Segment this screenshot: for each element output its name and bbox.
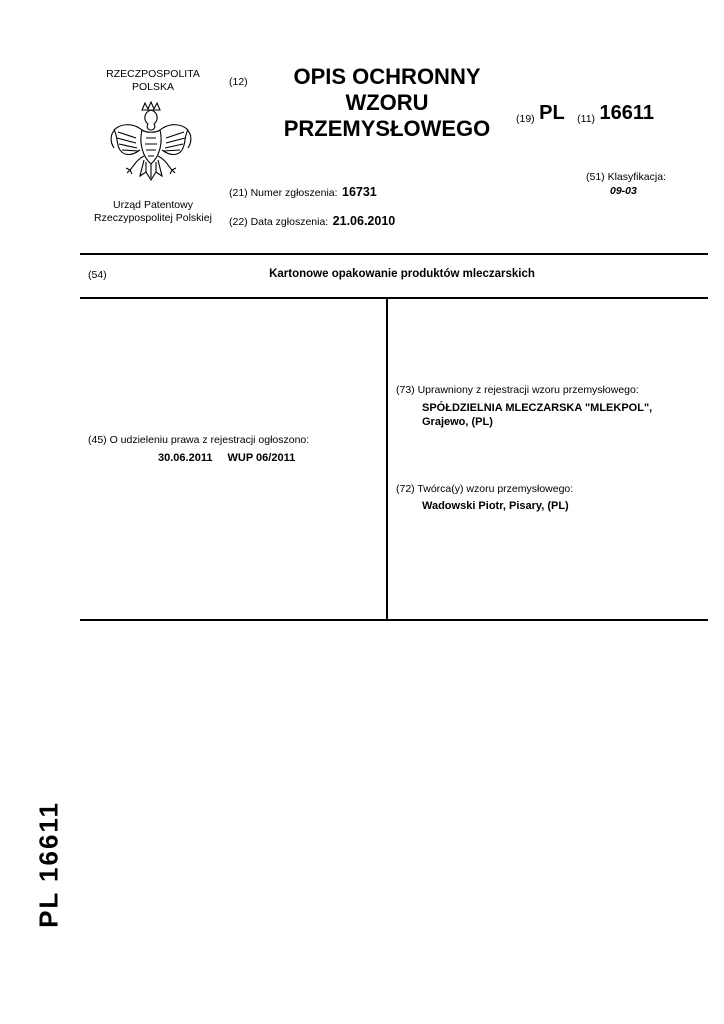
application-number — [229, 183, 377, 201]
app-number-value: 16731 — [342, 185, 377, 199]
app-number-label: (21) Numer zgłoszenia: — [229, 187, 338, 199]
holder-name: SPÓŁDZIELNIA MLECZARSKA "MLEKPOL", — [422, 402, 653, 414]
divider-middle — [80, 297, 708, 299]
code-19: (19) — [516, 113, 535, 125]
title-line-1: OPIS OCHRONNY — [293, 64, 481, 89]
creator-name: Wadowski Piotr, Pisary, (PL) — [422, 500, 569, 512]
divider-bottom — [80, 619, 708, 621]
country-line-2: POLSKA — [131, 81, 175, 93]
divider-top — [80, 253, 708, 255]
app-date-label: (22) Data zgłoszenia: — [229, 216, 329, 228]
grant-info — [158, 452, 295, 464]
design-number: 16611 — [599, 102, 655, 124]
country-name — [88, 68, 218, 94]
polish-eagle-emblem-icon — [106, 100, 196, 188]
office-line-2: Rzeczypospolitej Polskiej — [94, 212, 212, 224]
patent-office — [82, 199, 224, 225]
code-12: (12) — [229, 76, 248, 88]
office-line-1: Urząd Patentowy — [113, 199, 193, 211]
publication-number — [516, 102, 654, 125]
title-line-3: PRZEMYSŁOWEGO — [283, 116, 491, 141]
creator-label: (72) Twórca(y) wzoru przemysłowego: — [396, 483, 574, 495]
product-title: Kartonowe opakowanie produktów mleczarskich — [269, 268, 535, 280]
code-54: (54) — [88, 269, 107, 281]
application-date — [229, 212, 395, 230]
title-line-2: WZORU — [345, 90, 429, 115]
code-11: (11) — [577, 113, 596, 125]
holder-label: (73) Uprawniony z rejestracji wzoru przemysłowego: — [396, 384, 639, 396]
country-line-1: RZECZPOSPOLITA — [106, 68, 200, 80]
grant-label: (45) O udzieleniu prawa z rejestracji ogłoszono: — [88, 434, 310, 446]
document-title — [262, 64, 512, 142]
column-divider — [386, 297, 388, 620]
app-date-value: 21.06.2010 — [332, 214, 396, 228]
grant-date: 30.06.2011 — [158, 452, 213, 464]
holder-place: Grajewo, (PL) — [422, 416, 493, 428]
classification — [586, 170, 696, 198]
country-code: PL — [539, 102, 565, 124]
classification-value: 09-03 — [610, 185, 637, 197]
classification-label: (51) Klasyfikacja: — [586, 171, 666, 183]
grant-bulletin: WUP 06/2011 — [227, 452, 296, 464]
holder — [422, 401, 652, 429]
side-label: PL 16611 — [33, 801, 64, 928]
